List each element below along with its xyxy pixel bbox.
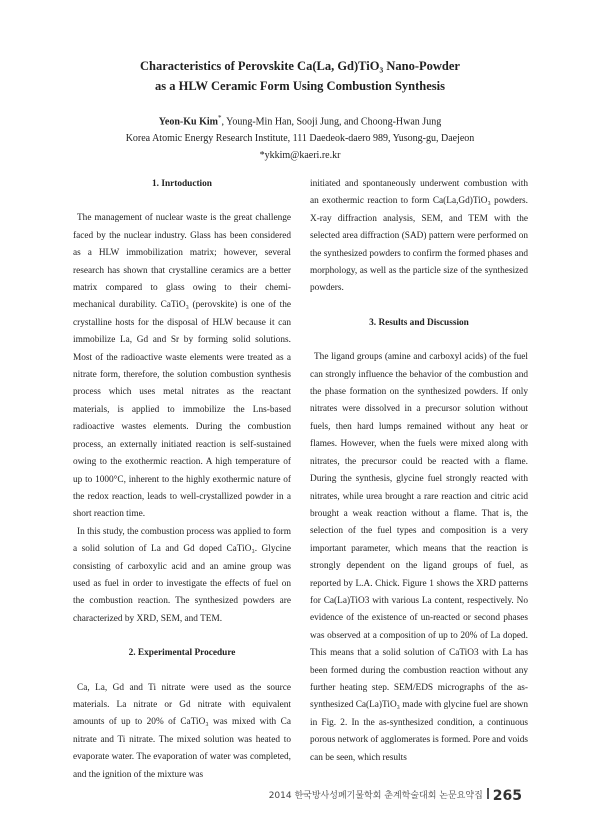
right-column bbox=[310, 176, 528, 767]
lead-author: Yeon-Ku Kim bbox=[158, 116, 218, 128]
paper-title bbox=[0, 56, 600, 96]
title-line-2: as a HLW Ceramic Form Using Combustion Synthesis bbox=[155, 79, 445, 93]
results-paragraph: The ligand groups (amine and carboxyl acids) of the fuel can strongly influence the behavior of the combustion and the phase formation on the synthesized powders. If only nitrates were dissolved in a precursor solution without fuels, then hard lumps remained without any heat or flames. However, when the fuels were mixed along with nitrates, the precursor could be reacted with a flame. During the synthesis, glycine fuel strongly reacted with nitrates, while urea brought a rare reaction and citric acid brought a weak reaction without a flame. That is, the selection of the fuel types and composition is a very important parameter, which means that the reaction is strongly dependent on the ligand groups of fuel, as reported by L.A. Chick. Figure 1 shows the XRD patterns for Ca(La)TiO3 with various La content, respectively. No evidence of the existence of un-reacted or second phases was observed at a composition of up to 20% of La doped. This means that a solid solution of CaTiO3 with La has been formed during the combustion reaction without any further heating step. SEM/EDS micrographs of the as-synthesized Ca(La)TiO₃ made with glycine fuel are shown in Fig. 2. In the as-synthesized condition, a continuous porous network of agglomerates is formed. Pore and voids can be seen, which results bbox=[310, 352, 528, 763]
experimental-heading: 2. Experimental Procedure bbox=[128, 648, 236, 659]
page-footer bbox=[269, 788, 522, 804]
coauthors: , Young-Min Han, Sooji Jung, and Choong-Hwan Jung bbox=[221, 116, 442, 128]
experimental-paragraph-continued: initiated and spontaneously underwent combustion with an exothermic reaction to form Ca(La,Gd)TiO₃ powders. X-ray diffraction analysis, SEM, and TEM with the selected area diffraction (SAD) pattern were performed on the synthesized powders to confirm the formed phases and morphology, as well as the particle size of the synthesized powders. bbox=[310, 179, 528, 294]
email: *ykkim@kaeri.re.kr bbox=[259, 150, 341, 162]
author-block bbox=[0, 110, 600, 164]
intro-paragraph-1: The management of nuclear waste is the great challenge faced by the nuclear industry. Glass has been considered as a HLW immobilization matrix; however, several research has shown that crystalline ceramics are a better matrix compared to glass owing to their chemi-mechanical durability. CaTiO₃ (perovskite) is one of the crystalline hosts for the disposal of HLW because it can immobilize La, Gd and Sr by forming solid solutions. Most of the radioactive waste elements were treated as a nitrate form, therefore, the solution combustion synthesis process which uses metal nitrates as the reactant materials, is applied to immobilize the Lns-based radioactive wastes elements. During the combustion process, an externally initiated reaction is self-sustained owing to the exothermic reaction. A high temperature of up to 1000°C, inherent to the highly exothermic nature of the redox reaction, leads to well-crystallized powder in a short reaction time. bbox=[73, 213, 291, 520]
intro-heading: 1. Inrtoduction bbox=[152, 179, 212, 189]
intro-paragraph-2: In this study, the combustion process was applied to form a solid solution of La and Gd doped CaTiO₃. Glycine consisting of carboxylic acid and an amine group was used as fuel in order to investigate the effects of fuel on the combustion reaction. The synthesized powders are characterized by XRD, SEM, and TEM. bbox=[73, 526, 291, 624]
title-line-1: Characteristics of Perovskite Ca(La, Gd)TiO₃ Nano-Powder bbox=[140, 59, 460, 73]
journal-name: 2014 한국방사성폐기물학회 춘계학술대회 논문요약집 bbox=[268, 791, 483, 801]
experimental-paragraph: Ca, La, Gd and Ti nitrate were used as the source materials. La nitrate or Gd nitrate with equivalent amounts of up to 20% of CaTiO₃ was mixed with Ca nitrate and Ti nitrate. The mixed solution was heated to evaporate water. The evaporation of water was completed, and the ignition of the mixture was bbox=[73, 682, 291, 780]
footer-divider bbox=[487, 788, 489, 799]
left-column bbox=[73, 176, 291, 784]
author-list bbox=[0, 110, 600, 130]
page-number: 265 bbox=[492, 788, 522, 804]
results-heading: 3. Results and Discussion bbox=[369, 317, 469, 328]
corresponding-mark: * bbox=[217, 114, 222, 122]
affiliation: Korea Atomic Energy Research Institute, 111 Daedeok-daero 989, Yusong-gu, Daejeon bbox=[125, 133, 475, 145]
